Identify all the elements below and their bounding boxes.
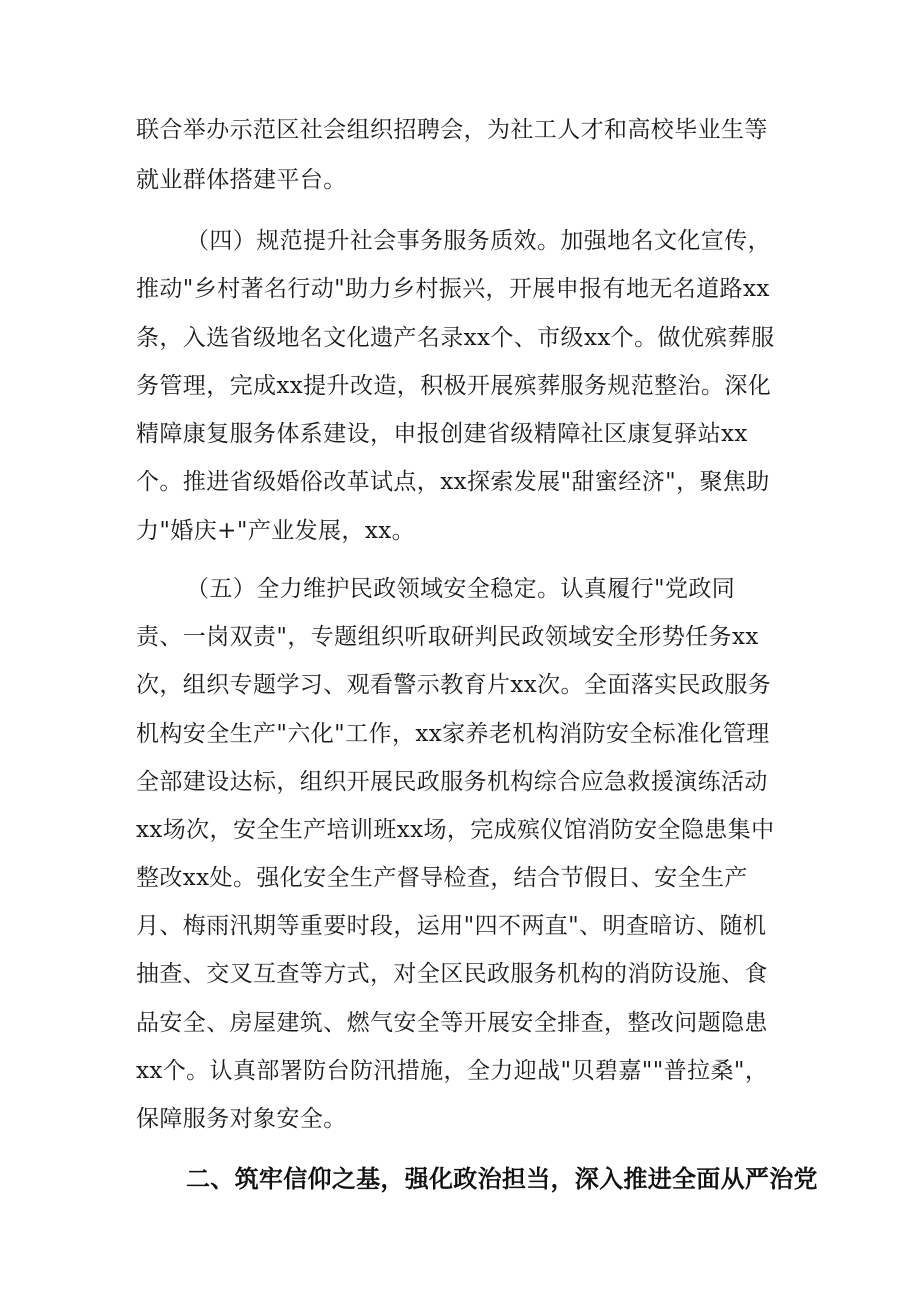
section-five-line: xx场次，安全生产培训班xx场，完成殡仪馆消防安全隐患集中	[136, 817, 775, 843]
section-five-line: 月、梅雨汛期等重要时段，运用"四不两直"、明查暗访、随机	[136, 913, 767, 939]
intro-line: 联合举办示范区社会组织招聘会，为社工人才和高校毕业生等	[136, 117, 768, 143]
section-four-line: 力"婚庆+"产业发展，xx。	[136, 518, 415, 544]
section-four-line: 精障康复服务体系建设，申报创建省级精障社区康复驿站xx	[136, 421, 748, 447]
section-five-line: （五）全力维护民政领域安全稳定。认真履行"党政同	[186, 576, 736, 602]
section-five-line: 全部建设达标，组织开展民政服务机构综合应急救援演练活动	[136, 769, 768, 795]
section-four-line: 个。推进省级婚俗改革试点，xx探索发展"甜蜜经济"，聚焦助	[136, 469, 770, 495]
intro-line: 就业群体搭建平台。	[136, 167, 347, 193]
section-five-line: xx个。认真部署防台防汛措施，全力迎战"贝碧嘉""普拉桑"，	[136, 1058, 769, 1084]
section-five-line: 次，组织专题学习、观看警示教育片xx次。全面落实民政服务	[136, 672, 772, 698]
section-four-line: 条，入选省级地名文化遗产名录xx个、市级xx个。做优殡葬服	[136, 325, 775, 351]
section-five-line: 责、一岗双责"，专题组织听取研判民政领域安全形势任务xx	[136, 624, 759, 650]
section-five-line: 品安全、房屋建筑、燃气安全等开展安全排查，整改问题隐患	[136, 1010, 768, 1036]
section-five-line: 保障服务对象安全。	[136, 1106, 347, 1132]
section-four-line: 推动"乡村著名行动"助力乡村振兴，开展申报有地无名道路xx	[136, 276, 770, 302]
section-heading: 二、筑牢信仰之基，强化政治担当，深入推进全面从严治党	[186, 1165, 818, 1193]
section-five-line: 整改xx处。强化安全生产督导检查，结合节假日、安全生产	[136, 865, 748, 891]
section-four-line: 务管理，完成xx提升改造，积极开展殡葬服务规范整治。深化	[136, 373, 772, 399]
section-five-line: 抽查、交叉互查等方式，对全区民政服务机构的消防设施、食	[136, 961, 768, 987]
section-five-line: 机构安全生产"六化"工作，xx家养老机构消防安全标准化管理	[136, 721, 770, 747]
section-four-line: （四）规范提升社会事务服务质效。加强地名文化宣传，	[186, 228, 771, 254]
